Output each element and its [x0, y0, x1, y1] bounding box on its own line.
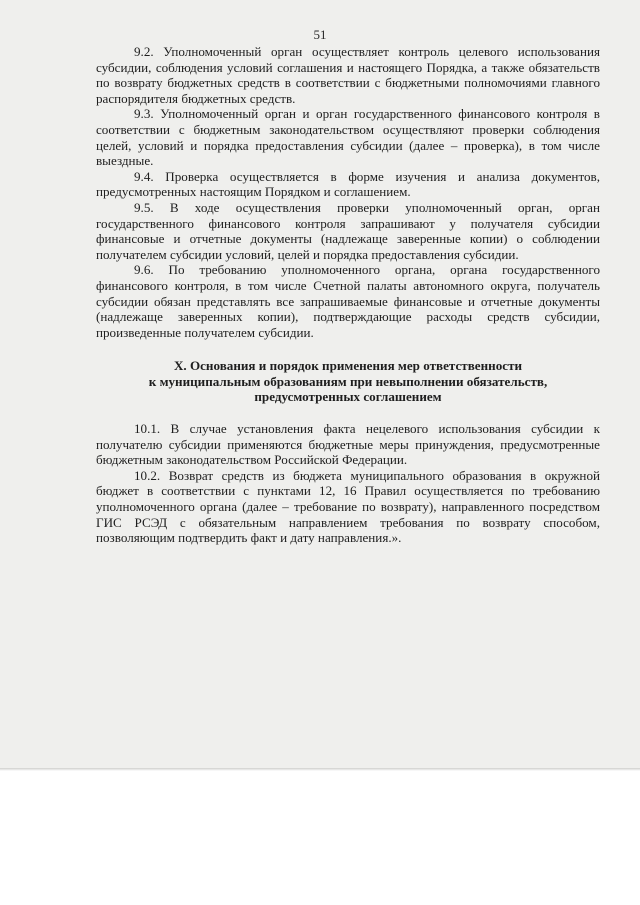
paragraph-10-1: 10.1. В случае установления факта нецелевого использования субсидии к получателю субсидии применяются бюджетные меры принуждения, предусмотренные бюджетным законодательством Российской Федерации.: [96, 421, 600, 468]
section-heading: [96, 358, 600, 405]
paragraph-10-2: 10.2. Возврат средств из бюджета муниципального образования в окружной бюджет в соответствии с пунктами 12, 16 Правил осуществляется по требованию уполномоченного органа (далее – требование по возврату), направленного посредством ГИС РСЭД с обязательным направлением требования по возврату способом, позволяющим подтвердить факт и дату направления.».: [96, 467, 600, 546]
paragraph-9-4: 9.4. Проверка осуществляется в форме изучения и анализа документов, предусмотренных настоящим Порядком и соглашением.: [96, 168, 600, 200]
paragraph-9-6: 9.6. По требованию уполномоченного органа, органа государственного финансового контроля, в том числе Счетной палаты автономного округа, получатель субсидии обязан представлять все запрашиваемые финансовые и отчетные документы (надлежаще заверенных копии), подтверждающие расходы средств субсидии, произведенные получателем субсидии.: [96, 262, 600, 340]
paragraph-9-2: 9.2. Уполномоченный орган осуществляет контроль целевого использования субсидии, соблюдения условий соглашения и настоящего Порядка, а также обязательств по возврату бюджетных средств в соответствии с бюджетными полномочиями главного распорядителя бюджетных средств.: [96, 44, 600, 106]
paragraph-9-5: 9.5. В ходе осуществления проверки уполномоченный орган, орган государственного финансового контроля запрашивают у получателя субсидии финансовые и отчетные документы (надлежаще заверенные копии) о соблюдении получателем субсидии условий, целей и порядка предоставления субсидии.: [96, 199, 600, 262]
document-body: [96, 44, 600, 546]
section-heading-line-2: к муниципальным образованиям при невыполнении обязательств,: [148, 373, 548, 389]
paragraph-9-3: 9.3. Уполномоченный орган и орган государственного финансового контроля в соответствии с бюджетным законодательством осуществляют проверки соблюдения целей, условий и порядка предоставления субсидии (далее – проверка), в том числе выездные.: [96, 106, 600, 169]
section-heading-line-3: предусмотренных соглашением: [254, 389, 442, 405]
page-number: 51: [313, 27, 327, 42]
blank-margin: [0, 771, 640, 905]
section-heading-line-1: X. Основания и порядок применения мер ответственности: [173, 358, 523, 374]
